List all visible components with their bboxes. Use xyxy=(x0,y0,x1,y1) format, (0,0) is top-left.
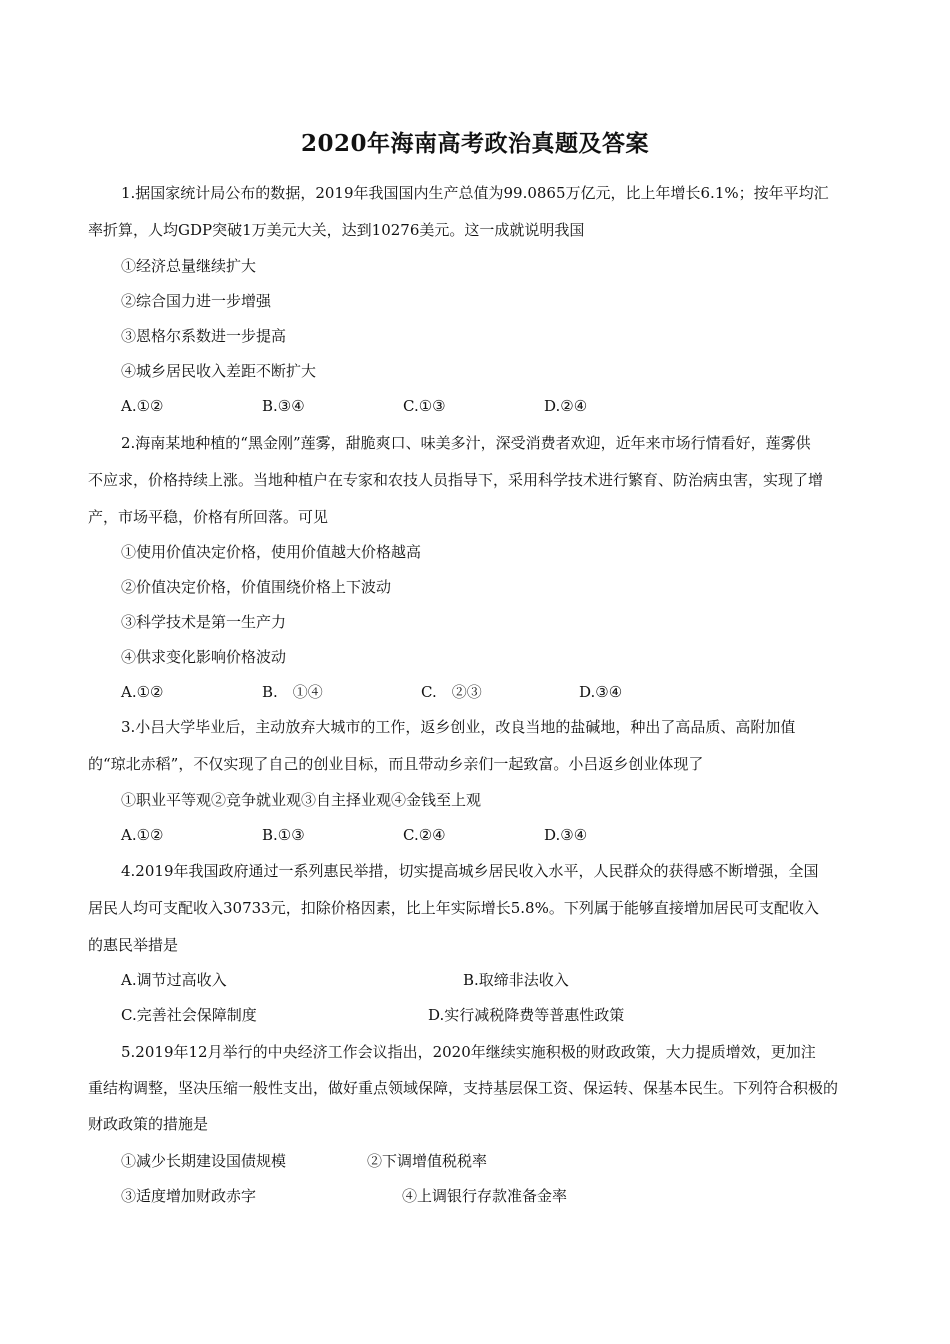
q1-choice-b: B.③④ xyxy=(262,397,305,415)
page-title: 2020年海南高考政治真题及答案 xyxy=(300,130,649,157)
q4-choice-a: A.调节过高收入 xyxy=(121,971,227,989)
q4-stem-line-3: 的惠民举措是 xyxy=(88,936,179,954)
q3-choice-d: D.③④ xyxy=(544,826,588,844)
q4-choice-d: D.实行减税降费等普惠性政策 xyxy=(428,1006,625,1024)
q2-statement-2: ②价值决定价格，价值围绕价格上下波动 xyxy=(121,578,392,596)
q5-statement-2: ②下调增值税税率 xyxy=(367,1152,488,1170)
q1-statement-3: ③恩格尔系数进一步提高 xyxy=(121,327,287,345)
q2-choice-c: C. ②③ xyxy=(421,683,482,701)
q3-stem-line-2: 的“琼北赤稻”，不仅实现了自己的创业目标，而且带动乡亲们一起致富。小吕返乡创业体现了 xyxy=(88,755,704,773)
q4-stem-line-2: 居民人均可支配收入30733元，扣除价格因素，比上年实际增长5.8%。下列属于能够直接增加居民可支配收入 xyxy=(88,899,819,917)
q2-statement-3: ③科学技术是第一生产力 xyxy=(121,613,287,631)
q1-statement-2: ②综合国力进一步增强 xyxy=(121,292,272,310)
q3-choice-b: B.①③ xyxy=(262,826,305,844)
q4-choice-b: B.取缔非法收入 xyxy=(463,971,569,989)
q4-stem-line-1: 4.2019年我国政府通过一系列惠民举措，切实提高城乡居民收入水平，人民群众的获得感不断增强，全国 xyxy=(121,862,819,880)
q2-statement-1: ①使用价值决定价格，使用价值越大价格越高 xyxy=(121,543,422,561)
q1-statement-1: ①经济总量继续扩大 xyxy=(121,257,257,275)
q5-stem-line-3: 财政政策的措施是 xyxy=(88,1115,209,1133)
q5-statement-1: ①减少长期建设国债规模 xyxy=(121,1152,287,1170)
q2-stem-line-1: 2.海南某地种植的“黑金刚”莲雾，甜脆爽口、味美多汁，深受消费者欢迎，近年来市场行情看好，莲雾供 xyxy=(121,434,811,452)
q1-choice-c: C.①③ xyxy=(403,397,446,415)
q1-stem-line-2: 率折算，人均GDP突破1万美元大关，达到10276美元。这一成就说明我国 xyxy=(88,221,585,239)
q1-choice-d: D.②④ xyxy=(544,397,588,415)
q1-statement-4: ④城乡居民收入差距不断扩大 xyxy=(121,362,317,380)
q5-statement-3: ③适度增加财政赤字 xyxy=(121,1187,257,1205)
q2-choice-d: D.③④ xyxy=(579,683,623,701)
q3-choice-a: A.①② xyxy=(121,826,164,844)
q2-stem-line-2: 不应求，价格持续上涨。当地种植户在专家和农技人员指导下，采用科学技术进行繁育、防治病虫害，实现了增 xyxy=(88,471,824,489)
q2-statement-4: ④供求变化影响价格波动 xyxy=(121,648,287,666)
q3-choice-c: C.②④ xyxy=(403,826,446,844)
q3-statements: ①职业平等观②竞争就业观③自主择业观④金钱至上观 xyxy=(121,791,482,809)
q5-statement-4: ④上调银行存款准备金率 xyxy=(402,1187,568,1205)
q3-stem-line-1: 3.小吕大学毕业后，主动放弃大城市的工作，返乡创业，改良当地的盐碱地，种出了高品质、高附加值 xyxy=(121,718,796,736)
q5-stem-line-1: 5.2019年12月举行的中央经济工作会议指出，2020年继续实施积极的财政政策，大力提质增效，更加注 xyxy=(121,1043,816,1061)
q5-stem-line-2: 重结构调整，坚决压缩一般性支出，做好重点领域保障，支持基层保工资、保运转、保基本民生。下列符合积极的 xyxy=(88,1079,839,1097)
q2-choice-a: A.①② xyxy=(121,683,164,701)
q1-choice-a: A.①② xyxy=(121,397,164,415)
q2-choice-b: B. ①④ xyxy=(262,683,323,701)
q2-stem-line-3: 产，市场平稳，价格有所回落。可见 xyxy=(88,508,329,526)
q4-choice-c: C.完善社会保障制度 xyxy=(121,1006,257,1024)
q1-stem-line-1: 1.据国家统计局公布的数据，2019年我国国内生产总值为99.0865万亿元，比上年增长6.1%；按年平均汇 xyxy=(121,184,829,202)
